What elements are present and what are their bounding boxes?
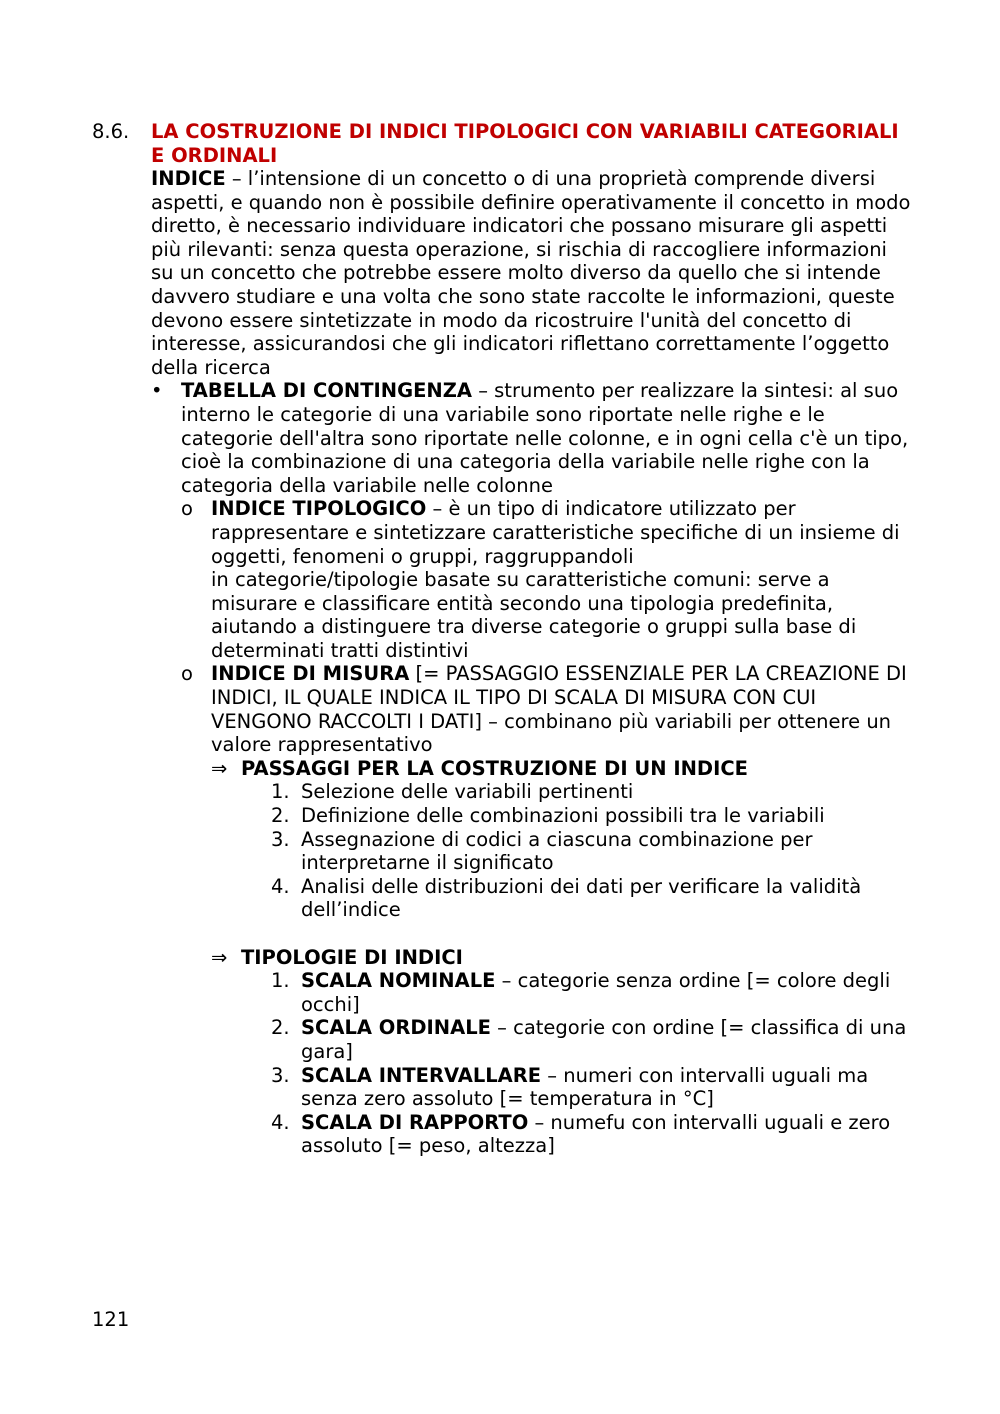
list-item: 3. Assegnazione di codici a ciascuna combinazione per interpretarne il significato (271, 827, 813, 875)
spacer (211, 922, 911, 946)
sub-item-text: [= PASSAGGIO ESSENZIALE PER LA CREAZIONE DI INDICI, IL QUALE INDICA IL TIPO DI SCALA DI MISURA CON CUI VENGONO RACCOLTI I DATI] – combinano più variabili per ottenere un valore rappresentativo (211, 662, 907, 757)
section-body (151, 167, 911, 1158)
arrow-right-icon: ⇒ (211, 945, 228, 969)
intro-text: – l’intensione di un concetto o di una proprietà comprende diversi aspetti, e quando non è possibile definire operativamente il concetto in modo diretto, è necessario individuare indicatori che possano misurare gli aspetti più rilevanti: senza questa operazione, si rischia di raccogliere informazioni su un concetto che potrebbe essere molto diverso da quello che si intende davvero studiare e una volta che sono state raccolte le informazioni, queste devono essere sintetizzate in modo da ricostruire l'unità del concetto di interesse, assicurandosi che gli indicatori riflettano correttamente l’oggetto della ricerca (151, 167, 911, 379)
bullet-item (151, 379, 911, 1158)
list-item: 1. SCALA NOMINALE – categorie senza ordine [= colore degli occhi] (271, 969, 891, 1016)
page-number: 121 (92, 1308, 130, 1331)
section-title: LA COSTRUZIONE DI INDICI TIPOLOGICI CON VARIABILI CATEGORIALI E ORDINALI (151, 120, 899, 167)
tipologie-list (241, 969, 911, 1158)
list-item: 4. SCALA DI RAPPORTO – numefu con intervalli uguali e zero assoluto [= peso, altezza] (271, 1110, 891, 1158)
sub-item-text: – è un tipo di indicatore utilizzato per rappresentare e sintetizzare caratteristiche specifiche di un insieme di oggetti, fenomeni o gruppi, raggruppandoli (211, 497, 900, 568)
bullet-text: – strumento per realizzare la sintesi: al suo interno le categorie di una variabile sono riportate nelle righe e le categorie dell'altra sono riportate nelle colonne, e in ogni cella c'è un tipo, cioè la combinazione di una categoria della variabile nelle righe con la categoria della variabile nelle colonne (181, 379, 909, 497)
passaggi-block (211, 757, 911, 922)
bullet-term: TABELLA DI CONTINGENZA (181, 379, 472, 403)
intro-paragraph (151, 167, 911, 379)
circle-bullet-icon: o (181, 662, 193, 686)
circle-bullet-icon: o (181, 497, 193, 521)
list-item: 4. Analisi delle distribuzioni dei dati per verificare la validità dell’indice (271, 874, 862, 922)
intro-term: INDICE (151, 167, 226, 190)
bullet-dot-icon: • (151, 379, 163, 403)
passaggi-list (241, 780, 911, 922)
sub-item-term: INDICE DI MISURA (211, 662, 410, 686)
list-item: 2. Definizione delle combinazioni possibili tra le variabili (271, 804, 825, 828)
sub-item-text-cont: in categorie/tipologie basate su caratteristiche comuni: serve a misurare e classificare entità secondo una tipologia predefinita, aiutando a distinguere tra diverse categorie o gruppi sulla base di determinati tratti distintivi (211, 568, 857, 662)
arrow-right-icon: ⇒ (211, 756, 228, 780)
tipologie-heading: TIPOLOGIE DI INDICI (241, 945, 463, 969)
passaggi-heading: PASSAGGI PER LA COSTRUZIONE DI UN INDICE (241, 756, 748, 780)
sub-item-term: INDICE TIPOLOGICO (211, 497, 427, 521)
sub-item-indice-di-misura (181, 662, 911, 1157)
tipologie-block (211, 946, 911, 1158)
sub-item-indice-tipologico (181, 497, 911, 662)
list-item: 1. Selezione delle variabili pertinenti (271, 780, 634, 804)
list-item: 2. SCALA ORDINALE – categorie con ordine [= classifica di una gara] (271, 1016, 907, 1063)
section-number: 8.6. (92, 120, 130, 143)
list-item: 3. SCALA INTERVALLARE – numeri con intervalli uguali ma senza zero assoluto [= temperatura in °C] (271, 1063, 869, 1111)
